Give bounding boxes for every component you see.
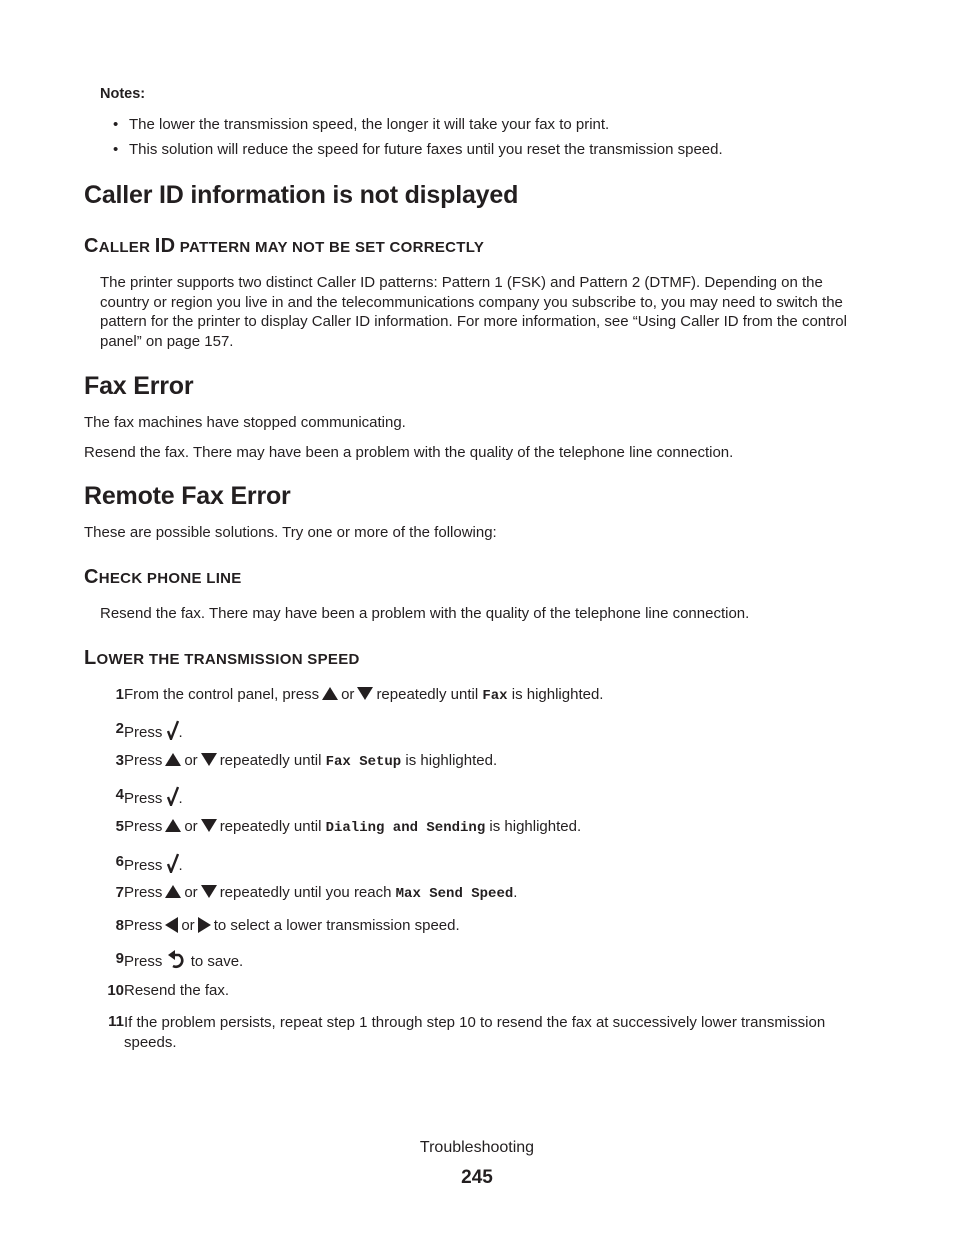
step-item: 4 Press . xyxy=(115,786,183,807)
caller-id-paragraph: The printer supports two distinct Caller ID patterns: Pattern 1 (FSK) and Pattern 2 (DTMF). Depending on the country or region you live in and the telecommunications company you subscribe to, you may need to switch the pattern for the printer to display Caller ID information. For more information, see “Using Caller ID from the control panel” on page 157. xyxy=(100,274,847,351)
subheading-check-phone-line: CHECK PHONE LINE xyxy=(84,566,242,588)
checkmark-select-icon xyxy=(167,853,179,873)
down-arrow-icon xyxy=(201,885,217,898)
step-item: 8 Press or to select a lower transmission speed. xyxy=(115,917,460,934)
down-arrow-icon xyxy=(357,687,373,700)
heading-caller-id: Caller ID information is not displayed xyxy=(84,181,519,209)
note-item: • The lower the transmission speed, the longer it will take your fax to print. xyxy=(113,116,610,133)
step-item: 2 Press . xyxy=(115,720,183,741)
step-item: 11 If the problem persists, repeat step 1 through step 10 to resend the fax at successively lower transmission speeds. xyxy=(108,1013,826,1051)
subheading-caller-id-pattern: CALLER ID PATTERN MAY NOT BE SET CORRECTLY xyxy=(84,235,485,257)
step-item: 10 Resend the fax. xyxy=(107,982,230,999)
heading-fax-error: Fax Error xyxy=(84,372,194,400)
fax-error-p1: The fax machines have stopped communicating. xyxy=(84,414,406,431)
subheading-lower-speed: LOWER THE TRANSMISSION SPEED xyxy=(84,647,360,669)
step-item: 5 Press or repeatedly until Dialing and Sending is highlighted. xyxy=(115,818,582,836)
down-arrow-icon xyxy=(201,819,217,832)
page-number: 245 xyxy=(461,1167,493,1188)
footer-section-label: Troubleshooting xyxy=(419,1139,535,1156)
notes-label: Notes: xyxy=(100,86,146,102)
bullet-icon: • xyxy=(113,116,119,133)
right-arrow-icon xyxy=(198,917,211,933)
up-arrow-icon xyxy=(322,687,338,700)
left-arrow-icon xyxy=(165,917,178,933)
up-arrow-icon xyxy=(165,753,181,766)
down-arrow-icon xyxy=(201,753,217,766)
heading-remote-fax-error: Remote Fax Error xyxy=(84,482,291,510)
note-item: • This solution will reduce the speed for future faxes until you reset the transmission speed. xyxy=(113,141,723,158)
remote-fax-intro: These are possible solutions. Try one or more of the following: xyxy=(84,524,497,541)
checkmark-select-icon xyxy=(167,720,179,740)
up-arrow-icon xyxy=(165,819,181,832)
up-arrow-icon xyxy=(165,885,181,898)
bullet-icon: • xyxy=(113,141,119,158)
step-item: 7 Press or repeatedly until you reach Max Send Speed. xyxy=(115,884,518,902)
step-item: 1 From the control panel, press or repeatedly until Fax is highlighted. xyxy=(115,686,604,704)
fax-error-p2: Resend the fax. There may have been a problem with the quality of the telephone line connection. xyxy=(84,444,734,461)
step-item: 9 Press to save. xyxy=(115,950,244,970)
step-item: 6 Press . xyxy=(115,853,183,874)
back-arrow-icon xyxy=(167,950,187,970)
checkmark-select-icon xyxy=(167,786,179,806)
step-item: 3 Press or repeatedly until Fax Setup is highlighted. xyxy=(115,752,498,770)
check-phone-line-paragraph: Resend the fax. There may have been a problem with the quality of the telephone line connection. xyxy=(100,605,750,622)
